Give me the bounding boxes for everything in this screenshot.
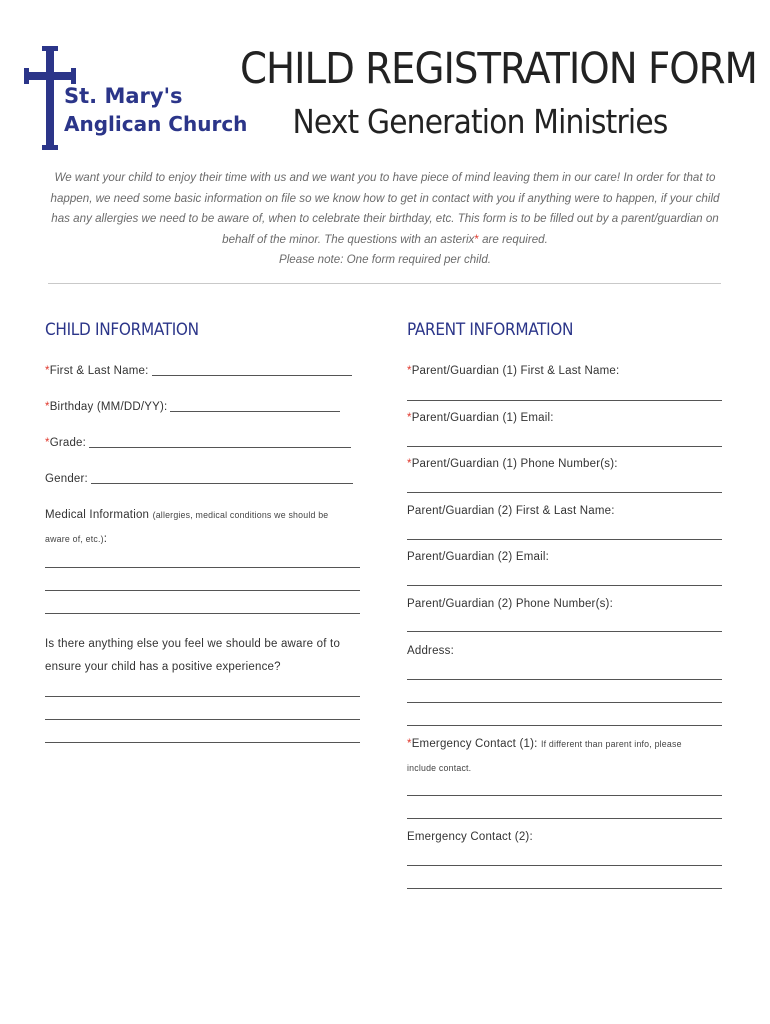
medical-info-label: Medical Information (allergies, medical conditions we should be xyxy=(45,509,329,521)
child-section-heading: CHILD INFORMATION xyxy=(45,320,199,340)
form-subtitle: Next Generation Ministries xyxy=(292,102,668,141)
child-name-line[interactable] xyxy=(152,375,352,376)
address-line-1[interactable] xyxy=(407,679,722,680)
anything-else-line-1[interactable] xyxy=(45,696,360,697)
p2-name-line[interactable] xyxy=(407,539,722,540)
p1-name-label: *Parent/Guardian (1) First & Last Name: xyxy=(407,365,620,377)
p2-name-label: Parent/Guardian (2) First & Last Name: xyxy=(407,505,615,517)
medical-line-1[interactable] xyxy=(45,567,360,568)
medical-info-label-cont: aware of, etc.): xyxy=(45,533,108,545)
intro-note: Please note: One form required per child. xyxy=(278,253,492,266)
birthday-line[interactable] xyxy=(170,411,340,412)
church-logo xyxy=(20,42,248,154)
anything-else-label-1: Is there anything else you feel we should be aware of to xyxy=(45,638,341,650)
grade-field[interactable]: *Grade: xyxy=(45,437,351,449)
p1-phone-line[interactable] xyxy=(407,492,722,493)
emergency1-note-cont: include contact. xyxy=(407,763,472,773)
divider xyxy=(48,283,721,284)
child-name-field[interactable]: *First & Last Name: xyxy=(45,365,352,377)
p1-name-line[interactable] xyxy=(407,400,722,401)
p1-email-line[interactable] xyxy=(407,446,722,447)
p2-phone-line[interactable] xyxy=(407,631,722,632)
grade-line[interactable] xyxy=(89,447,351,448)
medical-line-3[interactable] xyxy=(45,613,360,614)
emergency1-line-1[interactable] xyxy=(407,795,722,796)
intro-paragraph: We want your child to enjoy their time with us and we want you to have piece of mind leaving them in our care! In order for that to happen, we need some basic information on file so we know how to get in contact with you if anything were to happen, if your child has any allergies we need to be aware of, when to celebrate their birthday, etc. This form is to be filled out by a parent/guardian on behalf of the minor. The questions with an asterix* are required. xyxy=(50,171,720,246)
anything-else-label-2: ensure your child has a positive experience? xyxy=(45,661,281,673)
p1-phone-label: *Parent/Guardian (1) Phone Number(s): xyxy=(407,458,618,470)
medical-line-2[interactable] xyxy=(45,590,360,591)
gender-field[interactable]: Gender: xyxy=(45,473,353,485)
p2-phone-label: Parent/Guardian (2) Phone Number(s): xyxy=(407,598,613,610)
emergency1-line-2[interactable] xyxy=(407,818,722,819)
p1-email-label: *Parent/Guardian (1) Email: xyxy=(407,412,554,424)
emergency1-label: *Emergency Contact (1): If different than parent info, please xyxy=(407,738,682,750)
anything-else-line-3[interactable] xyxy=(45,742,360,743)
emergency2-label: Emergency Contact (2): xyxy=(407,831,533,843)
form-title: CHILD REGISTRATION FORM xyxy=(240,44,757,94)
address-label: Address: xyxy=(407,645,454,657)
church-name-line2: Anglican Church xyxy=(64,112,248,136)
gender-line[interactable] xyxy=(91,483,353,484)
birthday-field[interactable]: *Birthday (MM/DD/YY): xyxy=(45,401,340,413)
address-line-2[interactable] xyxy=(407,702,722,703)
emergency2-line-2[interactable] xyxy=(407,888,722,889)
p2-email-label: Parent/Guardian (2) Email: xyxy=(407,551,549,563)
p2-email-line[interactable] xyxy=(407,585,722,586)
church-name-line1: St. Mary's xyxy=(64,84,183,108)
anything-else-line-2[interactable] xyxy=(45,719,360,720)
required-marker: * xyxy=(474,232,479,246)
parent-section-heading: PARENT INFORMATION xyxy=(407,320,574,340)
emergency2-line-1[interactable] xyxy=(407,865,722,866)
intro-text xyxy=(44,168,726,271)
address-line-3[interactable] xyxy=(407,725,722,726)
